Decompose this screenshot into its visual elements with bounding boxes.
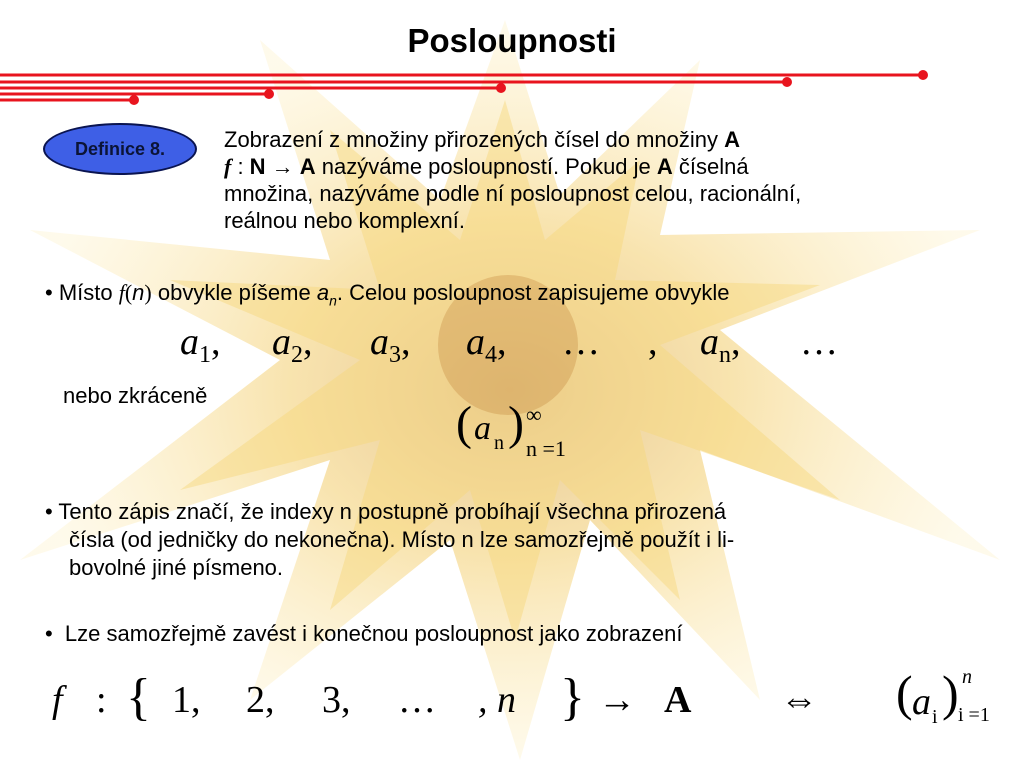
red-decorative-lines xyxy=(0,0,1024,110)
bullet-2: • Tento zápis značí, že indexy n postupně probíhají všechna přirozená čísla (od jedničky do nekonečna). Místo n lze samozřejmě použít i li- bovolné jiné písmeno. xyxy=(45,499,735,580)
sequence-formula xyxy=(0,320,1024,370)
definition-badge-label: Definice 8. xyxy=(74,138,166,159)
definition-line-4: reálnou nebo komplexní. xyxy=(224,208,465,233)
short-form-formula: ( a n ) ∞ n =1 xyxy=(456,397,566,461)
sequence-ellipsis: … xyxy=(562,321,600,363)
bullet-1: • Místo f(n) obvykle píšeme $a_n$. Celou posloupnost zapisujeme obvykle xyxy=(45,280,730,309)
sequence-term: $a_1$, xyxy=(180,321,221,368)
short-form-note: nebo zkráceně xyxy=(63,383,208,408)
sequence-term: $a_3$, xyxy=(370,321,411,368)
definition-line-3: množina, nazýváme podle ní posloupnost celou, racionální, xyxy=(224,181,802,206)
sequence-term: $a_2$, xyxy=(272,321,313,368)
sequence-comma: , xyxy=(648,321,658,363)
definition-text xyxy=(224,126,1004,234)
definition-badge xyxy=(43,123,197,175)
definition-line-1: Zobrazení z množiny přirozených čísel do množiny A xyxy=(224,127,740,152)
sequence-term-n: $a_n$, xyxy=(700,321,741,368)
page-title: Posloupnosti xyxy=(407,22,617,59)
bullet-3: • Lze samozřejmě zavést i konečnou posloupnost jako zobrazení xyxy=(45,621,683,646)
sequence-ellipsis: … xyxy=(800,321,838,363)
definition-line-2: f : N → A nazýváme posloupností. Pokud je A číselná xyxy=(224,154,749,179)
sequence-term: $a_4$, xyxy=(466,321,507,368)
finite-sequence-formula: f : { 1, 2, 3, … , n } → A ⇔ ( a i ) n i =1 xyxy=(52,665,990,728)
